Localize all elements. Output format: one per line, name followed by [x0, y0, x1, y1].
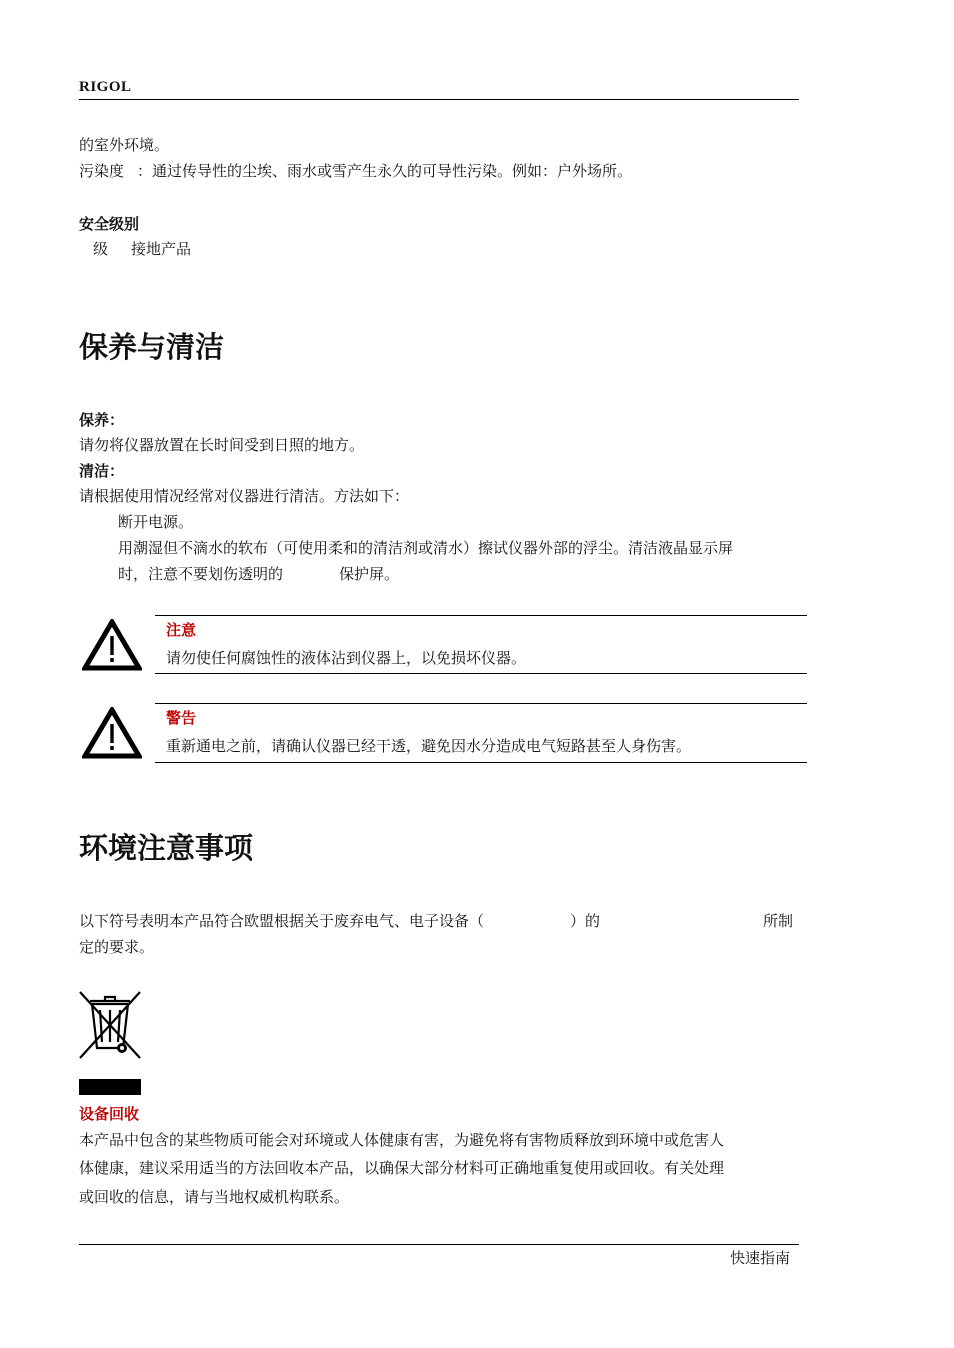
warning-text: 重新通电之前，请确认仪器已经干透，避免因水分造成电气短路甚至人身伤害。 [166, 737, 692, 755]
pollution-line1: 的室外环境。 [79, 136, 170, 154]
caution-text: 请勿使任何腐蚀性的液体沾到仪器上，以免损坏仪器。 [166, 649, 527, 667]
weee-crossed-bin-icon [78, 990, 142, 1062]
safety-class-label: 级 [93, 240, 109, 258]
header-rule [79, 99, 799, 100]
safety-class-text: 接地产品 [131, 240, 192, 258]
maintain-text: 请勿将仪器放置在长时间受到日照的地方。 [79, 436, 365, 454]
environment-intro-a: 以下符号表明本产品符合欧盟根据关于废弃电气、电子设备（ [79, 912, 485, 930]
recycle-line3: 或回收的信息，请与当地权威机构联系。 [79, 1188, 350, 1206]
clean-step1: 断开电源。 [118, 513, 194, 531]
weee-black-bar [79, 1079, 141, 1095]
environment-intro-c: 所制 [763, 912, 794, 930]
caution-top-rule [155, 615, 807, 616]
brand-logo-text: RIGOL [79, 79, 132, 95]
pollution-degree-label: 污染度 [79, 162, 125, 180]
footer-rule [79, 1244, 799, 1245]
recycle-title: 设备回收 [79, 1105, 140, 1123]
caution-bottom-rule [155, 673, 807, 674]
clean-title: 清洁： [79, 462, 125, 480]
warning-title: 警告 [166, 709, 197, 727]
safety-class-title: 安全级别 [79, 215, 140, 233]
warning-bottom-rule [155, 762, 807, 763]
recycle-line1: 本产品中包含的某些物质可能会对环境或人体健康有害，为避免将有害物质释放到环境中或危害人 [79, 1131, 725, 1149]
environment-intro-line2: 定的要求。 [79, 938, 155, 956]
footer-text: 快速指南 [730, 1249, 791, 1267]
clean-step2-line2b: 保护屏。 [339, 565, 400, 583]
care-heading: 保养与清洁 [79, 330, 225, 364]
clean-step2-line2a: 时，注意不要划伤透明的 [118, 565, 284, 583]
pollution-degree-text: ：通过传导性的尘埃、雨水或雪产生永久的可导性污染。例如：户外场所。 [137, 162, 633, 180]
maintain-title: 保养： [79, 411, 125, 429]
environment-heading: 环境注意事项 [79, 831, 254, 865]
caution-title: 注意 [166, 621, 197, 639]
clean-step2-line1: 用潮湿但不滴水的软布（可使用柔和的清洁剂或清水）擦试仪器外部的浮尘。清洁液晶显示屏 [118, 539, 734, 557]
warning-triangle-icon [82, 619, 142, 671]
clean-intro: 请根据使用情况经常对仪器进行清洁。方法如下： [79, 487, 410, 505]
warning-top-rule [155, 703, 807, 704]
recycle-line2: 体健康，建议采用适当的方法回收本产品，以确保大部分材料可正确地重复使用或回收。有关处理 [79, 1159, 725, 1177]
environment-intro-b: ）的 [570, 912, 601, 930]
warning-triangle-icon [82, 707, 142, 759]
